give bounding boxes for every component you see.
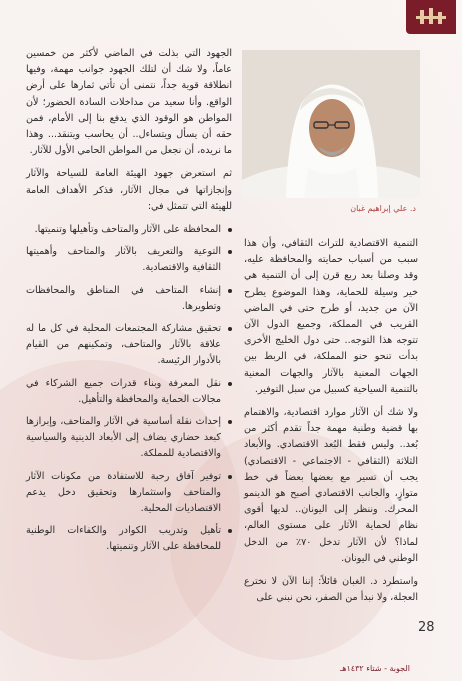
- page-number: 28: [418, 620, 435, 635]
- left-text-column: [26, 46, 232, 562]
- paragraph: الجهود التي بذلت في الماضي لأكثر من خمسين عاماً، ولا شك أن لتلك الجهود جوانب مهمة، وفيها انطلاقة قوية جداً، نتمنى أن تأتي ثمارها على أرض الواقع. وأنا سعيد من مداخلات السادة الحضور؛ لأن المواطن هو الوقود الذي يدفع بنا إلى الأمام، فمن حقه أن يسأل ويتساءل.. أن يحاسب ويتنقد... وهذا ما نريده، أن نجعل من المواطن الحامي الأول للآثار.: [26, 48, 232, 157]
- speaker-portrait-image: [242, 50, 420, 198]
- photo-caption: د. علي إبراهيم غبان: [350, 204, 416, 213]
- speaker-photo: [242, 50, 420, 198]
- footer-issue: الجوبة - شتاء ١٤٣٢هـ: [339, 664, 410, 673]
- magazine-logo: [406, 0, 456, 34]
- bullet-item: تحقيق مشاركة المجتمعات المحلية في كل ما له علاقة بالآثار والمتاحف، وتمكينهم من القيام بالأدوار الرئيسة.: [26, 321, 232, 370]
- bullet-item: التوعية والتعريف بالآثار والمتاحف وأهميتها الثقافية والاقتصادية.: [26, 244, 232, 276]
- bullet-item: نقل المعرفة وبناء قدرات جميع الشركاء في مجالات الحماية والمحافظة والتأهيل.: [26, 376, 232, 408]
- paragraph: واستطرد د. الغبان قائلاً: إننا الآن لا نخترع العجلة، ولا نبدأ من الصفر، نحن نبني على: [244, 576, 418, 604]
- paragraph: ثم استعرض جهود الهيئة العامة للسياحة والآثار وإنجازاتها في مجال الآثار، فذكر الأهداف العامة للهيئة التي تتمثل في:: [26, 168, 232, 212]
- right-text-column: [244, 236, 418, 613]
- paragraph: ولا شك أن الآثار موارد اقتصادية، والاهتمام بها قضية وطنية مهمة جداً تقدم أكثر من بُعد.. وليس فقط البُعد الاقتصادي. والأبعاد الثلاثة (الثقافي - الاجتماعي - الاقتصادي) يجب أن تسير مع بعضها بعضاً في خط متوازٍ، والجانب الاقتصادي أصبح هو الدينمو المحرك. وننظر إلى اليونان.. لديها أقوى نظام لحماية الآثار على مستوى العالم، لماذا؟ لأن الآثار تدخل ٧٠٪ من الدخل الوطني في اليونان.: [244, 407, 419, 564]
- bullet-item: المحافظة على الآثار والمتاحف وتأهيلها وتنميتها.: [26, 222, 232, 238]
- paragraph: التنمية الاقتصادية للتراث الثقافي، وأن هذا سبب من أسباب حمايته والمحافظة عليه، وقد وصلنا بعد ربع قرن إلى أن التنمية هي خير وسيلة للحماية، وهذا الموضوع يطرح الآن من جديد، أو طرح حتى في الماضي القريب في المملكة، وجميع الدول الآن تتوجه هذا التوجه.. حتى دول الخليج الأخرى بدأت تنحو حنو المملكة، في الربط بين الجهات المعنية بالآثار والجهات المعنية بالتنمية السياحية كسبيل من سبل التوفير.: [244, 238, 418, 395]
- bullet-item: توفير آفاق رحبة للاستفادة من مكونات الآثار والمتاحف واستثمارها وتحقيق دخل يدعم الاقتصاديات المحلية.: [26, 469, 232, 518]
- bullet-item: تأهيل وتدريب الكوادر والكفاءات الوطنية للمحافظة على الآثار وتنميتها.: [26, 523, 232, 555]
- logo-icon: [414, 7, 448, 27]
- bullet-item: إحداث نقلة أساسية في الآثار والمتاحف، وإبرازها كبعد حضاري يضاف إلى الأبعاد الدينية والسياسية والاقتصادية للمملكة.: [26, 414, 232, 463]
- bullet-item: إنشاء المتاحف في المناطق والمحافظات وتطويرها.: [26, 283, 232, 315]
